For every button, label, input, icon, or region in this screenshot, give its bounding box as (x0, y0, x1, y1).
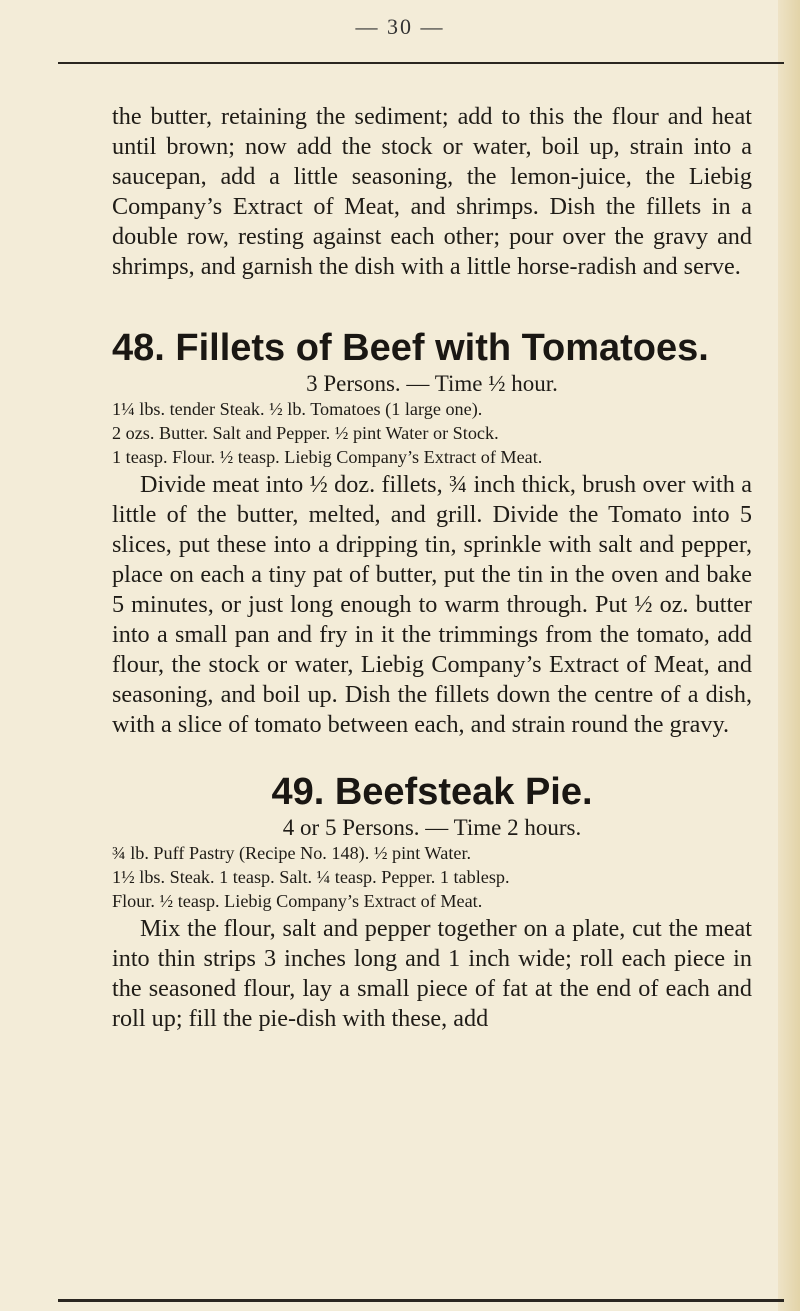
recipe-48-method: Divide meat into ½ doz. fillets, ¾ inch thick, brush over with a little of the butter, melted, and grill. Divide the Tomato into 5 slices, put these into a dripping tin, sprinkle with salt and pepper, place on each a tiny pat of butter, put the tin in the oven and bake 5 minutes, or just long enough to warm through. Put ½ oz. butter into a small pan and fry in it the trimmings from the tomato, add flour, the stock or water, Liebig Company’s Extract of Meat, and seasoning, and boil up. Dish the fillets down the centre of a dish, with a slice of tomato between each, and strain round the gravy. (112, 471, 752, 738)
recipe-48-ingredients-line-1: 1¼ lbs. tender Steak. ½ lb. Tomatoes (1 large one). (112, 399, 483, 419)
recipe-49-persons-time: 4 or 5 Persons. — Time 2 hours. (282, 815, 582, 840)
recipe-48-ingredients-line-2: 2 ozs. Butter. Salt and Pepper. ½ pint Water or Stock. (112, 423, 499, 443)
recipe-49-ingredients-line-2: 1½ lbs. Steak. 1 teasp. Salt. ¼ teasp. Pepper. 1 tablesp. (112, 867, 510, 887)
recipe-49-method: Mix the flour, salt and pepper together on a plate, cut the meat into thin strips 3 inches long and 1 inch wide; roll each piece in the seasoned flour, lay a small piece of fat at the end of each and roll up; fill the pie-dish with these, add (112, 915, 752, 1032)
recipe-48-title: 48. Fillets of Beef with Tomatoes. (112, 327, 709, 369)
recipe-48 (112, 326, 752, 740)
recipe-49-ingredients-line-1: ¾ lb. Puff Pastry (Recipe No. 148). ½ pint Water. (112, 843, 472, 863)
page-content (112, 102, 752, 1034)
recipe-49-ingredients-line-3: Flour. ½ teasp. Liebig Company’s Extract of Meat. (112, 891, 483, 911)
intro-paragraph: the butter, retaining the sediment; add to this the flour and heat until brown; now add the stock or water, boil up, strain into a saucepan, add a little seasoning, the lemon-juice, the Liebig Company’s Extract of Meat, and shrimps. Dish the fillets in a double row, resting against each other; pour over the gravy and shrimps, and garnish the dish with a little horse-radish and serve. (112, 103, 752, 280)
recipe-49-title: 49. Beefsteak Pie. (271, 771, 593, 813)
recipe-48-ingredients-line-3: 1 teasp. Flour. ½ teasp. Liebig Company’s Extract of Meat. (112, 447, 543, 467)
page-number: — 30 — (355, 14, 445, 39)
recipe-48-persons-time: 3 Persons. — Time ½ hour. (306, 371, 558, 396)
recipe-49 (112, 770, 752, 1034)
